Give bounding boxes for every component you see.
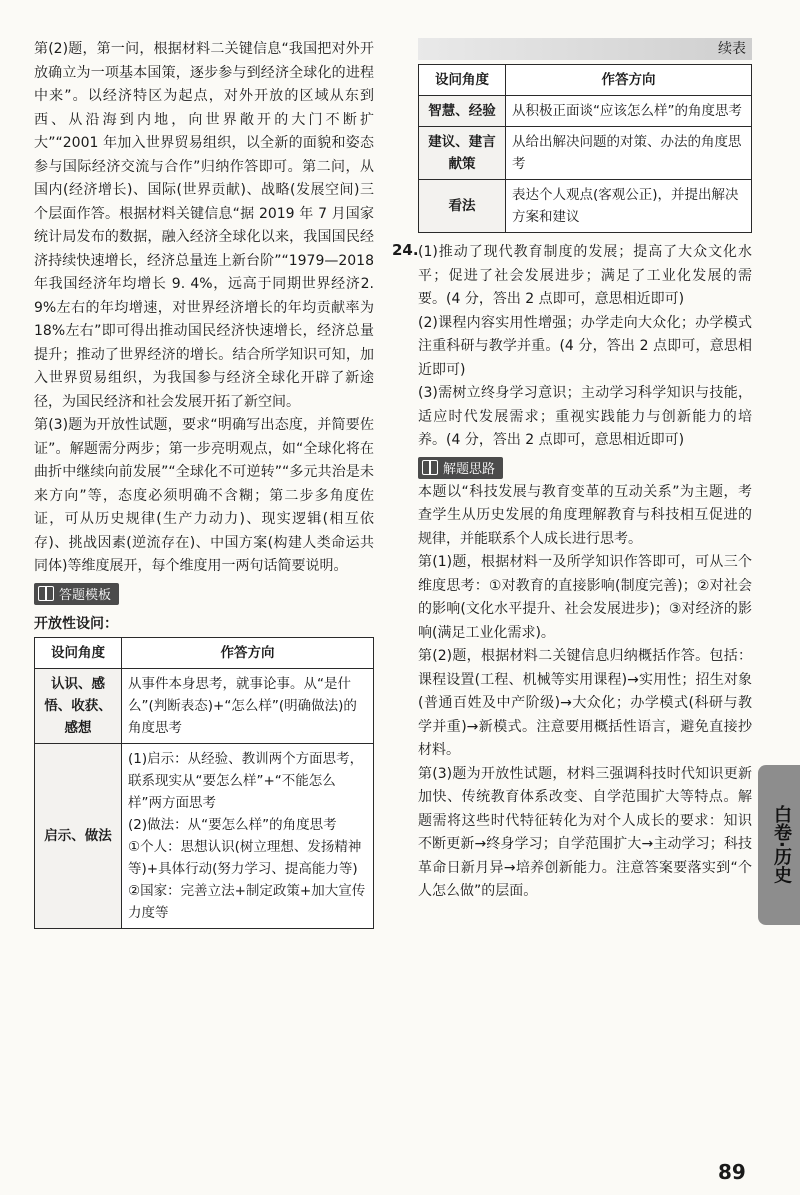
side-tab-label: 白卷·历史 xyxy=(771,805,792,884)
row-line: (1)启示：从经验、教训两个方面思考，联系现实从“要怎么样”+“不能怎么样”两方面思考 xyxy=(128,750,364,811)
open-question-subhead: 开放性设问： xyxy=(34,615,118,632)
book-icon xyxy=(38,586,54,601)
left-column xyxy=(34,38,374,929)
solution-approach-tag xyxy=(418,457,503,479)
table-row xyxy=(419,180,752,233)
answer-template-label: 答题模板 xyxy=(59,588,112,603)
page-number: 89 xyxy=(718,1160,746,1184)
table-header-angle: 设问角度 xyxy=(419,65,506,96)
side-tab xyxy=(758,765,800,925)
table-row xyxy=(419,127,752,180)
q24-answer-part3: (3)需树立终身学习意识；主动学习科学知识与技能，适应时代发展需求；重视实践能力与创新能力的培养。(4 分，答出 2 点即可，意思相近即可) xyxy=(418,385,752,448)
analysis-paragraph-q2: 第(2)题，第一问，根据材料二关键信息“我国把对外开放确立为一项基本国策，逐步参与到经济全球化的进程中来”。以经济特区为起点，对外开放的区域从东到西、从沿海到内地，向世界敞开的大门不断扩大”“2001 年加入世界贸易组织，以全新的面貌和姿态参与国际经济交流与合作”归纳作答即可。第二问，从国内(经济增长)、国际(世界贡献)、战略(发展空间)三个层面作答。根据材料关键信息“据 2019 年 7 月国家统计局发布的数据，融入经济全球化以来，我国国民经济持续快速增长，经济总量连上新台阶”“1979—2018 年我国经济年均增长 9. 4%，远高于同期世界经济2. 9%左右的年均增速，对世界经济增长的年均贡献率为 18%左右”即可得出推动国民经济快速增长，经济总量提升；推动了世界经济的增长。结合所学知识可知，加入世界贸易组织，为我国参与经济全球化开辟了新途径，为国民经济和社会发展开拓了新空间。 xyxy=(34,41,374,410)
row-text: 从积极正面谈“应该怎么样”的角度思考 xyxy=(506,96,752,127)
table-row xyxy=(35,668,374,743)
table-header-angle: 设问角度 xyxy=(35,637,122,668)
row-text: 从给出解决问题的对策、办法的角度思考 xyxy=(506,127,752,180)
row-line: ②国家：完善立法+制定政策+加大宣传力度等 xyxy=(128,882,366,921)
question-number: 24. xyxy=(392,241,419,259)
row-text: 表达个人观点(客观公正)，并提出解决方案和建议 xyxy=(506,180,752,233)
row-text: 从事件本身思考，就事论事。从“是什么”(判断表态)+“怎么样”(明确做法)的角度思考 xyxy=(122,668,374,743)
solution-approach-label: 解题思路 xyxy=(443,462,496,477)
table-row xyxy=(419,96,752,127)
solution-intro: 本题以“科技发展与教育变革的互动关系”为主题，考查学生从历史发展的角度理解教育与科技相互促进的规律，并能联系个人成长进行思考。 xyxy=(418,483,752,547)
solution-q2: 第(2)题，根据材料二关键信息归纳概括作答。包括：课程设置(工程、机械等实用课程)→实用性；招生对象(普通百姓及中产阶级)→大众化；办学模式(科研与教学并重)→新模式。注意要用概括性语言，避免直接抄材料。 xyxy=(418,648,752,758)
pencil-note-icon xyxy=(422,460,438,475)
row-label: 智慧、经验 xyxy=(419,96,506,127)
table-header-direction: 作答方向 xyxy=(122,637,374,668)
row-label: 建议、建言献策 xyxy=(419,127,506,180)
continued-table-bar: 续表 xyxy=(418,38,752,60)
answer-template-table xyxy=(34,637,374,929)
solution-q1: 第(1)题，根据材料一及所学知识作答即可，可从三个维度思考：①对教育的直接影响(制度完善)；②对社会的影响(文化水平提升、社会发展进步)；③对经济的影响(满足工业化需求)。 xyxy=(418,554,752,641)
row-label: 看法 xyxy=(419,180,506,233)
solution-q3: 第(3)题为开放性试题，材料三强调科技时代知识更新加快、传统教育体系改变、自学范围扩大等特点。解题需将这些时代特征转化为对个人成长的要求：知识不断更新→终身学习；自学范围扩大→主动学习；科技革命日新月异→培养创新能力。注意答案要落实到“个人怎么做”的层面。 xyxy=(418,765,752,899)
row-line: ①个人：思想认识(树立理想、发扬精神等)+具体行动(努力学习、提高能力等) xyxy=(128,838,362,877)
right-column xyxy=(392,38,752,904)
row-label: 启示、做法 xyxy=(35,743,122,928)
row-label: 认识、感悟、收获、感想 xyxy=(35,668,122,743)
q24-answer xyxy=(392,241,752,453)
table-row xyxy=(35,743,374,928)
answer-template-tag xyxy=(34,583,119,605)
row-text-group xyxy=(122,743,374,928)
q24-answer-part1: (1)推动了现代教育制度的发展；提高了大众文化水平；促进了社会发展进步；满足了工业化发展的需要。(4 分，答出 2 点即可，意思相近即可) xyxy=(418,244,752,307)
analysis-paragraph-q3: 第(3)题为开放性试题，要求“明确写出态度，并简要佐证”。解题需分两步；第一步亮明观点，如“全球化将在曲折中继续向前发展”“全球化不可逆转”“多元共治是未来方向”等，态度必须明确不含糊；第二步多角度佐证，可从历史规律(生产力动力)、现实逻辑(相互依存)、挑战因素(逆流存在)、中国方案(构建人类命运共同体)等维度展开，每个维度用一两句话简要说明。 xyxy=(34,417,374,574)
continued-table xyxy=(418,64,752,233)
row-line: (2)做法：从“要怎么样”的角度思考 xyxy=(128,816,337,833)
q24-answer-part2: (2)课程内容实用性增强；办学走向大众化；办学模式注重科研与教学并重。(4 分，答出 2 点即可，意思相近即可) xyxy=(418,314,752,378)
table-header-direction: 作答方向 xyxy=(506,65,752,96)
